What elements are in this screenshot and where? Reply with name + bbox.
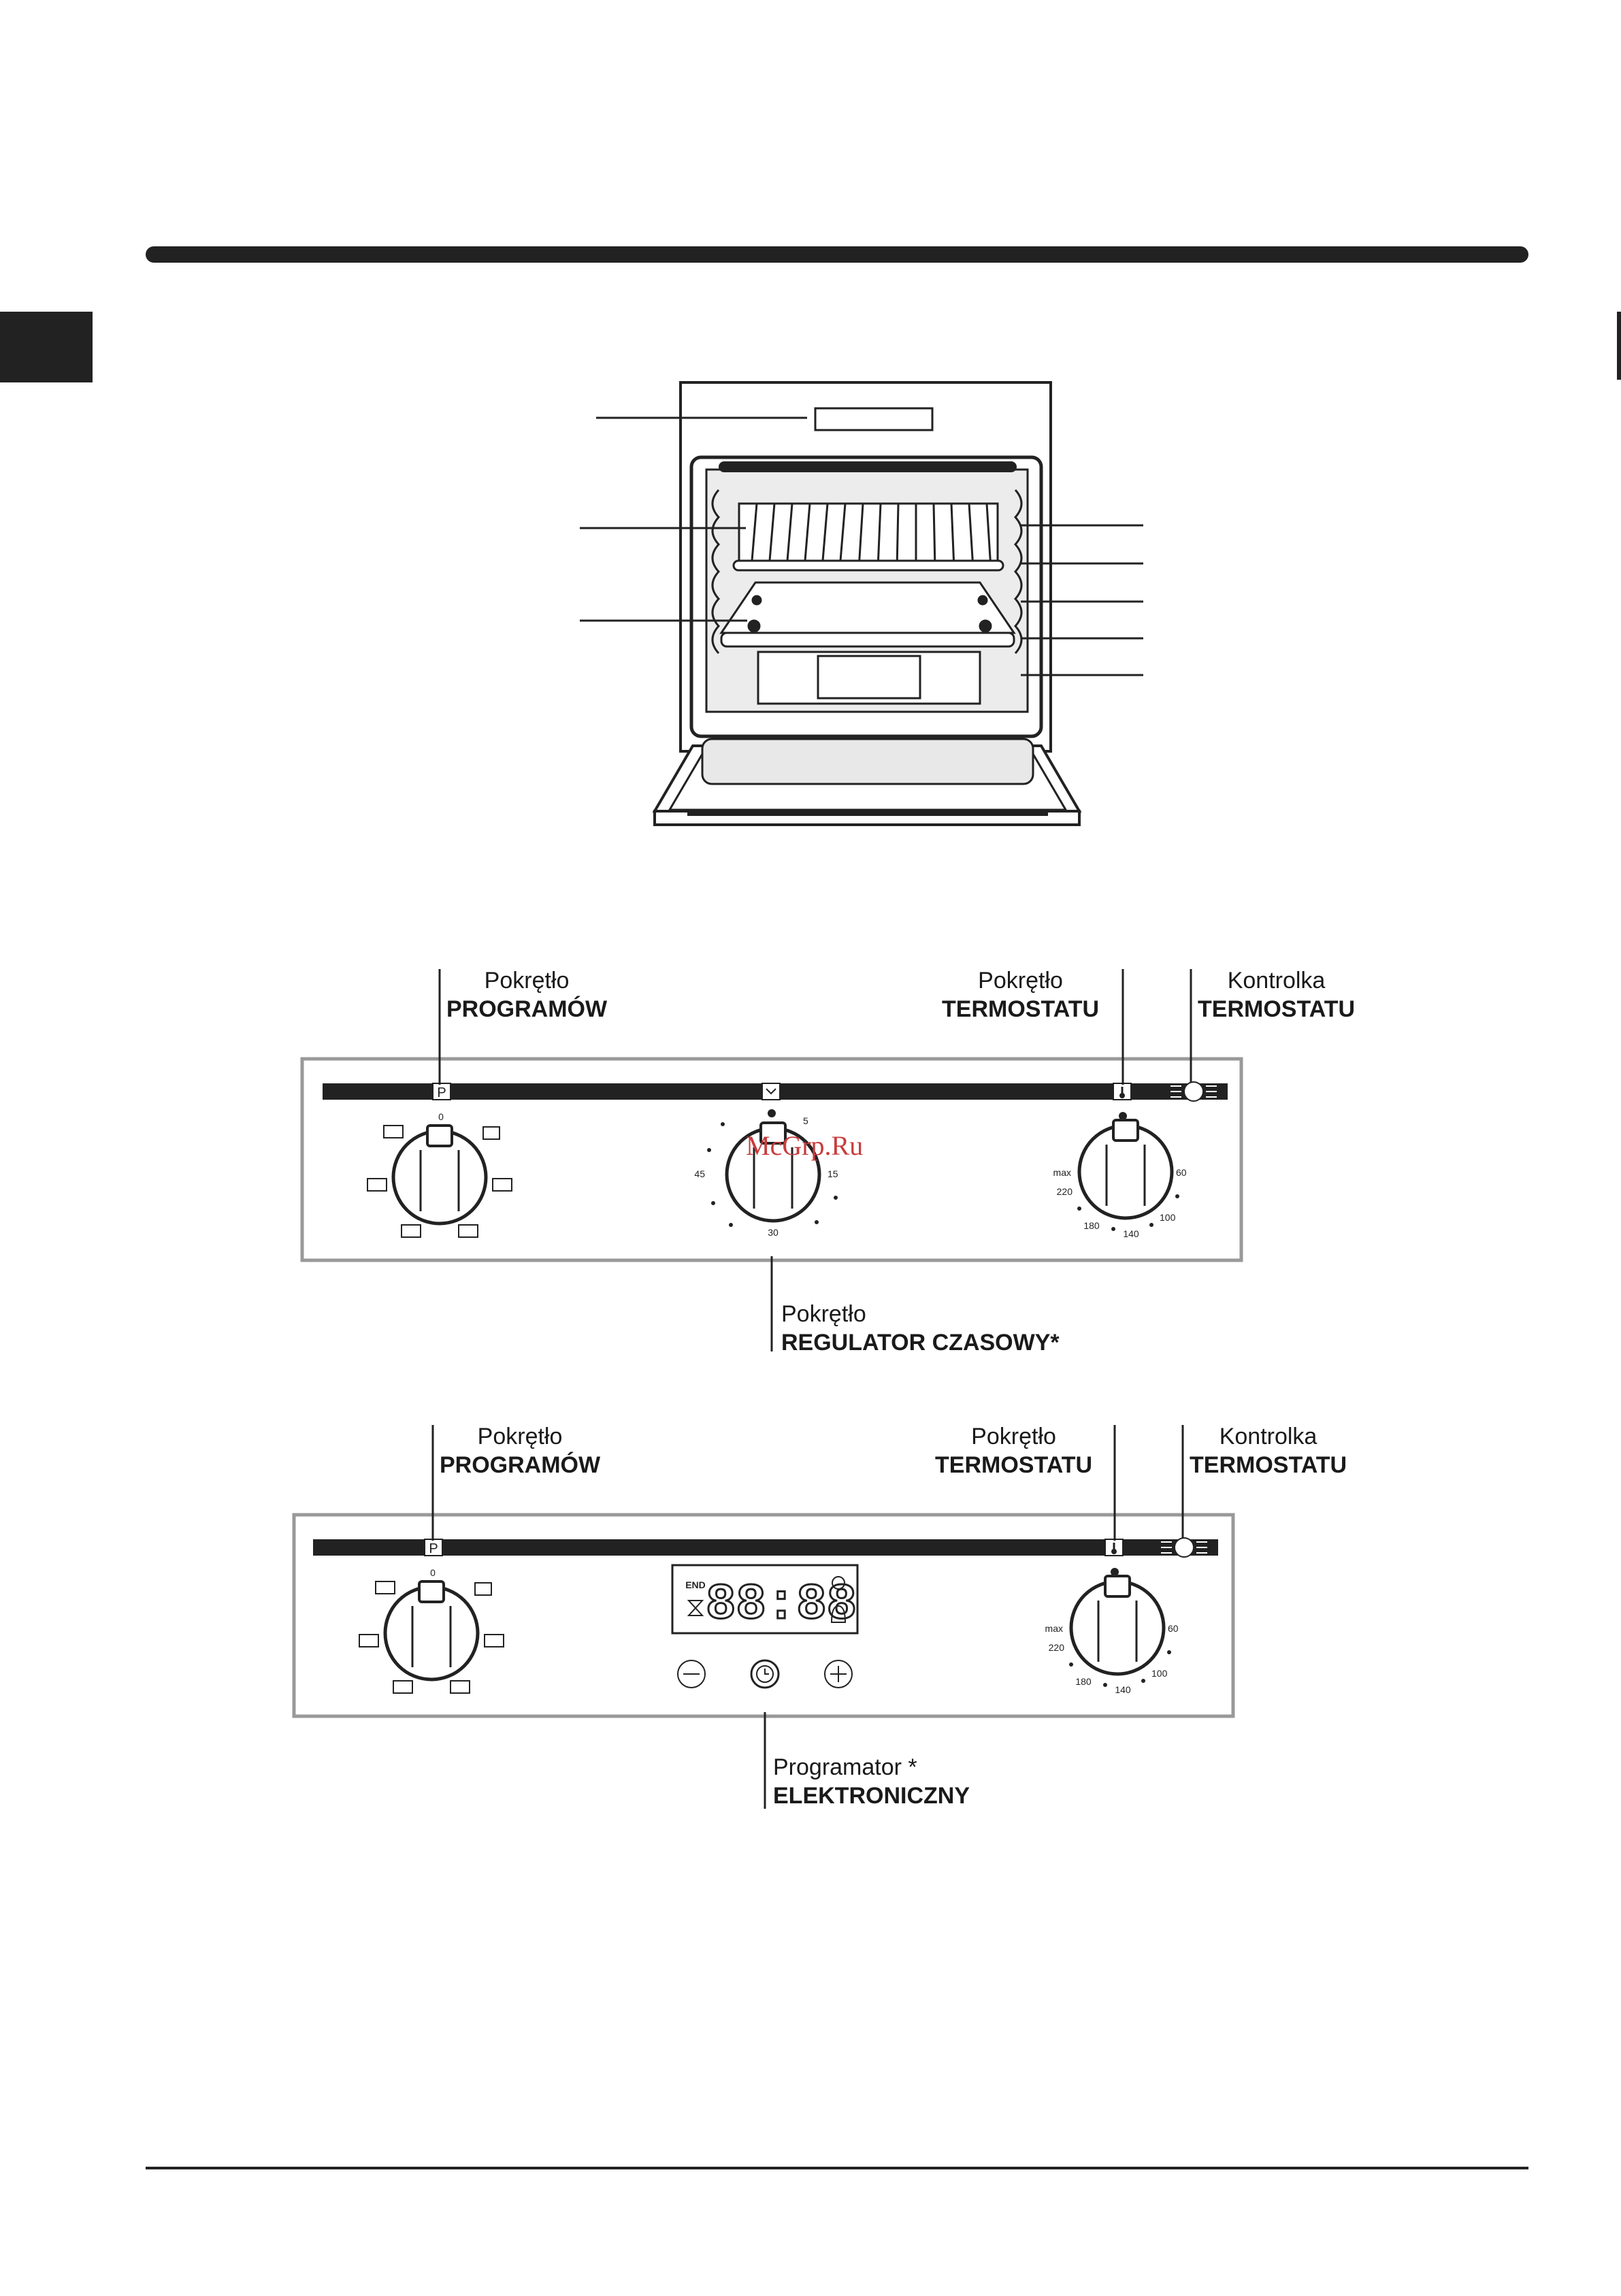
right-edge-mark xyxy=(1617,312,1621,380)
timer-tick-15: 15 xyxy=(828,1168,838,1179)
defrost-icon xyxy=(483,1127,500,1139)
thermo2-tick-220: 220 xyxy=(1048,1642,1064,1653)
thermo2-tick-180: 180 xyxy=(1075,1676,1092,1687)
watermark: McGrp.Ru xyxy=(746,1130,864,1161)
oven-door xyxy=(655,739,1079,825)
clock-button[interactable] xyxy=(751,1660,779,1688)
plus-button[interactable] xyxy=(825,1660,852,1688)
programs-knob-label-2: Pokrętło PROGRAMÓW xyxy=(440,1424,601,1478)
display-digits: 88:88 xyxy=(705,1577,857,1634)
minus-button[interactable] xyxy=(678,1660,705,1688)
top-heating-element xyxy=(720,463,1015,471)
timer-tick-45: 45 xyxy=(694,1168,705,1179)
programs-dial-zero: 0 xyxy=(438,1111,444,1122)
grill-fan-icon-2 xyxy=(376,1581,395,1594)
thermo2-tick-60: 60 xyxy=(1168,1623,1179,1634)
grill-icon xyxy=(367,1179,387,1191)
bottom-heating-cover xyxy=(818,656,920,698)
thermostat-lamp-label-2: Kontrolka TERMOSTATU xyxy=(1190,1424,1347,1478)
thermo-tick-180: 180 xyxy=(1083,1220,1100,1231)
grill-shelf xyxy=(734,504,1003,570)
timer-tick-5: 5 xyxy=(803,1115,808,1126)
display-end: END xyxy=(685,1579,706,1590)
thermo-tick-60: 60 xyxy=(1176,1167,1187,1178)
thermo-tick-100: 100 xyxy=(1160,1212,1176,1223)
bottom-heat-icon xyxy=(402,1225,421,1237)
timer-knob-label: Pokrętło REGULATOR CZASOWY* xyxy=(781,1301,1060,1356)
footer-line xyxy=(146,2167,1528,2169)
fan-bake-icon xyxy=(459,1225,478,1237)
control-panel-electronic xyxy=(294,1425,1233,1809)
panel1-strip-p: P xyxy=(437,1085,446,1100)
thermo-tick-max: max xyxy=(1053,1167,1071,1178)
programs-dial-zero-2: 0 xyxy=(430,1567,436,1578)
thermostat-knob-label: Pokrętło TERMOSTATU xyxy=(942,968,1100,1022)
thermo2-tick-140: 140 xyxy=(1115,1684,1131,1695)
door-glass xyxy=(702,739,1033,784)
thermo2-tick-max: max xyxy=(1045,1623,1063,1634)
panel2-strip-p: P xyxy=(429,1541,438,1556)
grill-icon-2 xyxy=(359,1635,378,1647)
electronic-display xyxy=(672,1565,857,1634)
programs-knob-label: Pokrętło PROGRAMÓW xyxy=(446,968,608,1022)
thermostat-lamp-label: Kontrolka TERMOSTATU xyxy=(1198,968,1356,1022)
section-tab xyxy=(0,312,93,382)
header-bar xyxy=(146,246,1528,263)
fan-bake-icon-2 xyxy=(451,1681,470,1693)
thermo-tick-220: 220 xyxy=(1056,1186,1073,1197)
thermo-tick-140: 140 xyxy=(1123,1228,1139,1239)
grill-fan-icon xyxy=(384,1126,403,1138)
bottom-heat-icon-2 xyxy=(393,1681,412,1693)
thermo2-tick-100: 100 xyxy=(1151,1668,1168,1679)
thermostat-knob-label-2: Pokrętło TERMOSTATU xyxy=(935,1424,1093,1478)
programmer-label: Programator * ELEKTRONICZNY xyxy=(773,1754,970,1809)
defrost-icon-2 xyxy=(475,1583,491,1595)
top-heat-icon xyxy=(493,1179,512,1191)
timer-tick-30: 30 xyxy=(768,1227,779,1238)
top-heat-icon-2 xyxy=(485,1635,504,1647)
oven-illustration xyxy=(580,382,1143,825)
panel2-strip xyxy=(313,1539,1218,1556)
dripping-pan xyxy=(721,583,1014,646)
